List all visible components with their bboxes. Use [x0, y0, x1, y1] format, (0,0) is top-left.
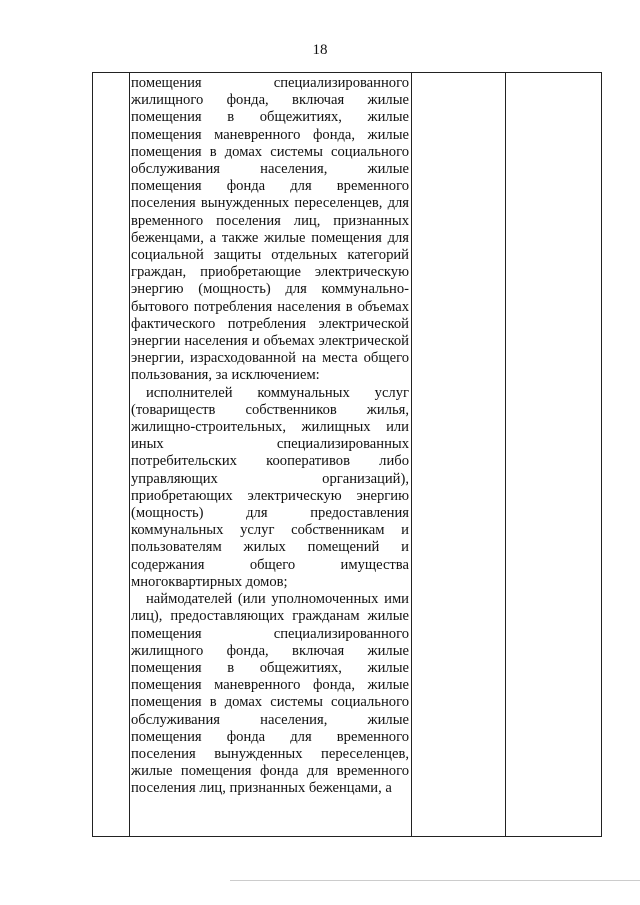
paragraph: помещения специализированного жилищного фонда, включая жилые помещения в общежитиях, жилые помещения маневренного фонда, жилые помещения в домах системы социального обслуживания населения, жилые помещения фонда для временного поселения вынужденных переселенцев, для временного поселения лиц, признанных беженцами, а также жилые помещения для социальной защиты отдельных категорий граждан, приобретающие электрическую энергию (мощность) для коммунально-бытового потребления населения в объемах фактического потребления электрической энергии населения и объемах электрической энергии, израсходованной на места общего пользования, за исключением:: [131, 75, 409, 384]
document-table: [92, 72, 602, 837]
table-column-divider: [129, 73, 130, 836]
page-number: 18: [312, 42, 328, 58]
table-column-divider: [505, 73, 506, 836]
table-cell-text: [131, 75, 409, 798]
page-edge-line: [230, 880, 640, 881]
paragraph: исполнителей коммунальных услуг (товариществ собственников жилья, жилищно-строительных, жилищных или иных специализированных потребительских кооперативов либо управляющих организаций), приобретающих электрическую энергию (мощность) для предоставления коммунальных услуг собственникам и пользователям жилых помещений и содержания общего имущества многоквартирных домов;: [131, 384, 409, 590]
paragraph: наймодателей (или уполномоченных ими лиц), предоставляющих гражданам жилые помещения специализированного жилищного фонда, включая жилые помещения в общежитиях, жилые помещения маневренного фонда, жилые помещения в домах системы социального обслуживания населения, жилые помещения фонда для временного поселения вынужденных переселенцев, жилые помещения фонда для временного поселения лиц, признанных беженцами, а: [131, 591, 409, 797]
table-column-divider: [411, 73, 412, 836]
